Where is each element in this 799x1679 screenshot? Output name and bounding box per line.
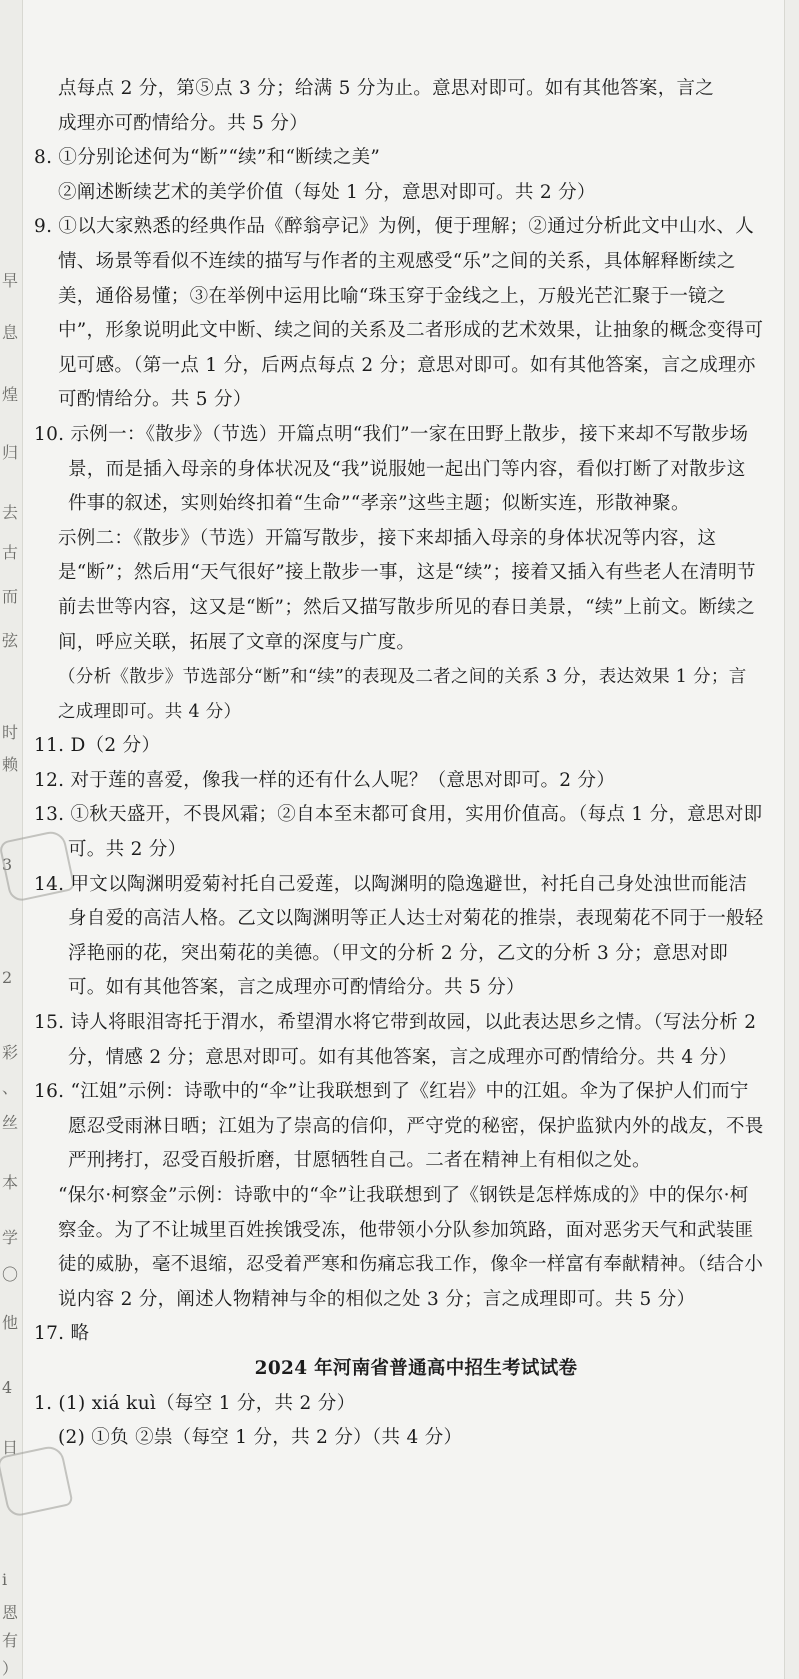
margin-char: 他 — [2, 1313, 19, 1332]
margin-char: i — [2, 1570, 8, 1589]
answer-10-scoring: （分析《散步》节选部分“断”和“续”的表现及二者之间的关系 3 分，表达效果 1 分；言之成理即可。共 4 分） — [58, 667, 747, 722]
margin-char: 日 — [2, 1438, 19, 1457]
answer-16-example2: “保尔·柯察金”示例：诗歌中的“伞”让我联想到了《钢铁是怎样炼成的》中的保尔·柯察金。为了不让城里百姓挨饿受冻，他带领小分队参加筑路，面对恶劣天气和武装匪徒的威胁，毫不退缩，忍受着严寒和伤痛忘我工作，像伞一样富有奉献精神。（结合小说内容 2 分，阐述人物精神与伞的相似之处 3 分；言之成理即可。共 5 分） — [58, 1185, 764, 1310]
margin-char: 早 — [2, 271, 19, 290]
answer-15: 15. 诗人将眼泪寄托于渭水，希望渭水将它带到故园，以此表达思乡之情。（写法分析 2 分，情感 2 分；意思对即可。如有其他答案，言之成理亦可酌情给分。共 4 分） — [34, 1012, 757, 1068]
answer-8: 8. ①分别论述何为“断”“续”和“断续之美” — [34, 147, 381, 169]
answer-1-part1: 1. (1) xiá kuì（每空 1 分，共 2 分） — [34, 1392, 356, 1414]
margin-char: 古 — [2, 543, 19, 562]
margin-char: 息 — [2, 323, 19, 342]
answer-16: 16. “江姐”示例：诗歌中的“伞”让我联想到了《红岩》中的江姐。伞为了保护人们而宁愿忍受雨淋日晒；江姐为了崇高的信仰，严守党的秘密，保护监狱内外的战友，不畏严刑拷打，忍受百般折磨，甘愿牺牲自己。二者在精神上有相似之处。 — [34, 1081, 764, 1172]
margin-char: 丝 — [2, 1113, 19, 1132]
answer-key-body — [34, 72, 764, 1456]
answer-11: 11. D（2 分） — [34, 735, 161, 757]
margin-char: 归 — [2, 443, 19, 462]
margin-char: 本 — [2, 1173, 19, 1192]
answer-12: 12. 对于莲的喜爱，像我一样的还有什么人呢？（意思对即可。2 分） — [34, 769, 616, 791]
margin-char: ） — [2, 1659, 19, 1678]
margin-char: 3 — [2, 855, 13, 874]
answer-13: 13. ①秋天盛开，不畏风霜；②自本至末都可食用，实用价值高。（每点 1 分，意思对即可。共 2 分） — [34, 804, 763, 861]
margin-char: 2 — [2, 968, 13, 987]
answer-10-example2: 示例二：《散步》（节选）开篇写散步，接下来却插入母亲的身体状况等内容，这是“断”；然后用“天气很好”接上散步一事，这是“续”；接着又插入有些老人在清明节前去世等内容，这又是“断”；然后又描写散步所见的春日美景，“续”上前文。断续之间，呼应关联，拓展了文章的深度与广度。 — [58, 527, 756, 653]
answer-8-part2: ②阐述断续艺术的美学价值（每处 1 分，意思对即可。共 2 分） — [58, 181, 596, 203]
margin-char: 、 — [2, 1078, 19, 1097]
margin-char: 学 — [2, 1228, 19, 1247]
margin-char: 时 — [2, 723, 19, 742]
right-page-edge — [784, 0, 799, 1679]
margin-char: 4 — [2, 1378, 13, 1397]
margin-char: 弦 — [2, 631, 19, 650]
margin-char: 彩 — [2, 1043, 19, 1062]
answer-10: 10. 示例一：《散步》（节选）开篇点明“我们”一家在田野上散步，接下来却不写散步场景，而是插入母亲的身体状况及“我”说服她一起出门等内容，看似打断了对散步这件事的叙述，实则始终扣着“生命”“孝亲”这些主题；似断实连，形散神聚。 — [34, 423, 749, 515]
answer-1-part2: (2) ①负 ②祟（每空 1 分，共 2 分）（共 4 分） — [58, 1427, 463, 1449]
answer-9: 9. ①以大家熟悉的经典作品《醉翁亭记》为例，便于理解；②通过分析此文中山水、人情、场景等看似不连续的描写与作者的主观感受“乐”之间的关系，具体解释断续之美，通俗易懂；③在举例中运用比喻“珠玉穿于金线之上，万般光芒汇聚于一镜之中”，形象说明此文中断、续之间的关系及二者形成的艺术效果，让抽象的概念变得可见可感。（第一点 1 分，后两点每点 2 分；意思对即可。如有其他答案，言之成理亦可酌情给分。共 5 分） — [34, 216, 764, 411]
margin-char: 而 — [2, 587, 19, 606]
section-title: 2024 年河南省普通高中招生考试试卷 — [254, 1357, 578, 1379]
answer-line: 点每点 2 分，第⑤点 3 分；给满 5 分为止。意思对即可。如有其他答案，言之 — [58, 78, 715, 99]
answer-17: 17. 略 — [34, 1323, 90, 1345]
answer-14: 14. 甲文以陶渊明爱菊衬托自己爱莲，以陶渊明的隐逸避世，衬托自己身处浊世而能洁身自爱的高洁人格。乙文以陶渊明等正人达士对菊花的推崇，表现菊花不同于一般轻浮艳丽的花，突出菊花的美德。（甲文的分析 2 分，乙文的分析 3 分；意思对即可。如有其他答案，言之成理亦可酌情给分。共 5 分） — [34, 873, 764, 999]
margin-char: 〇 — [2, 1265, 19, 1284]
answer-line: 成理亦可酌情给分。共 5 分） — [58, 112, 309, 134]
margin-char: 煌 — [2, 385, 19, 404]
margin-char: 赖 — [2, 755, 19, 774]
margin-char: 去 — [2, 503, 19, 522]
margin-char: 恩 — [2, 1603, 19, 1622]
margin-char: 有 — [2, 1631, 19, 1650]
